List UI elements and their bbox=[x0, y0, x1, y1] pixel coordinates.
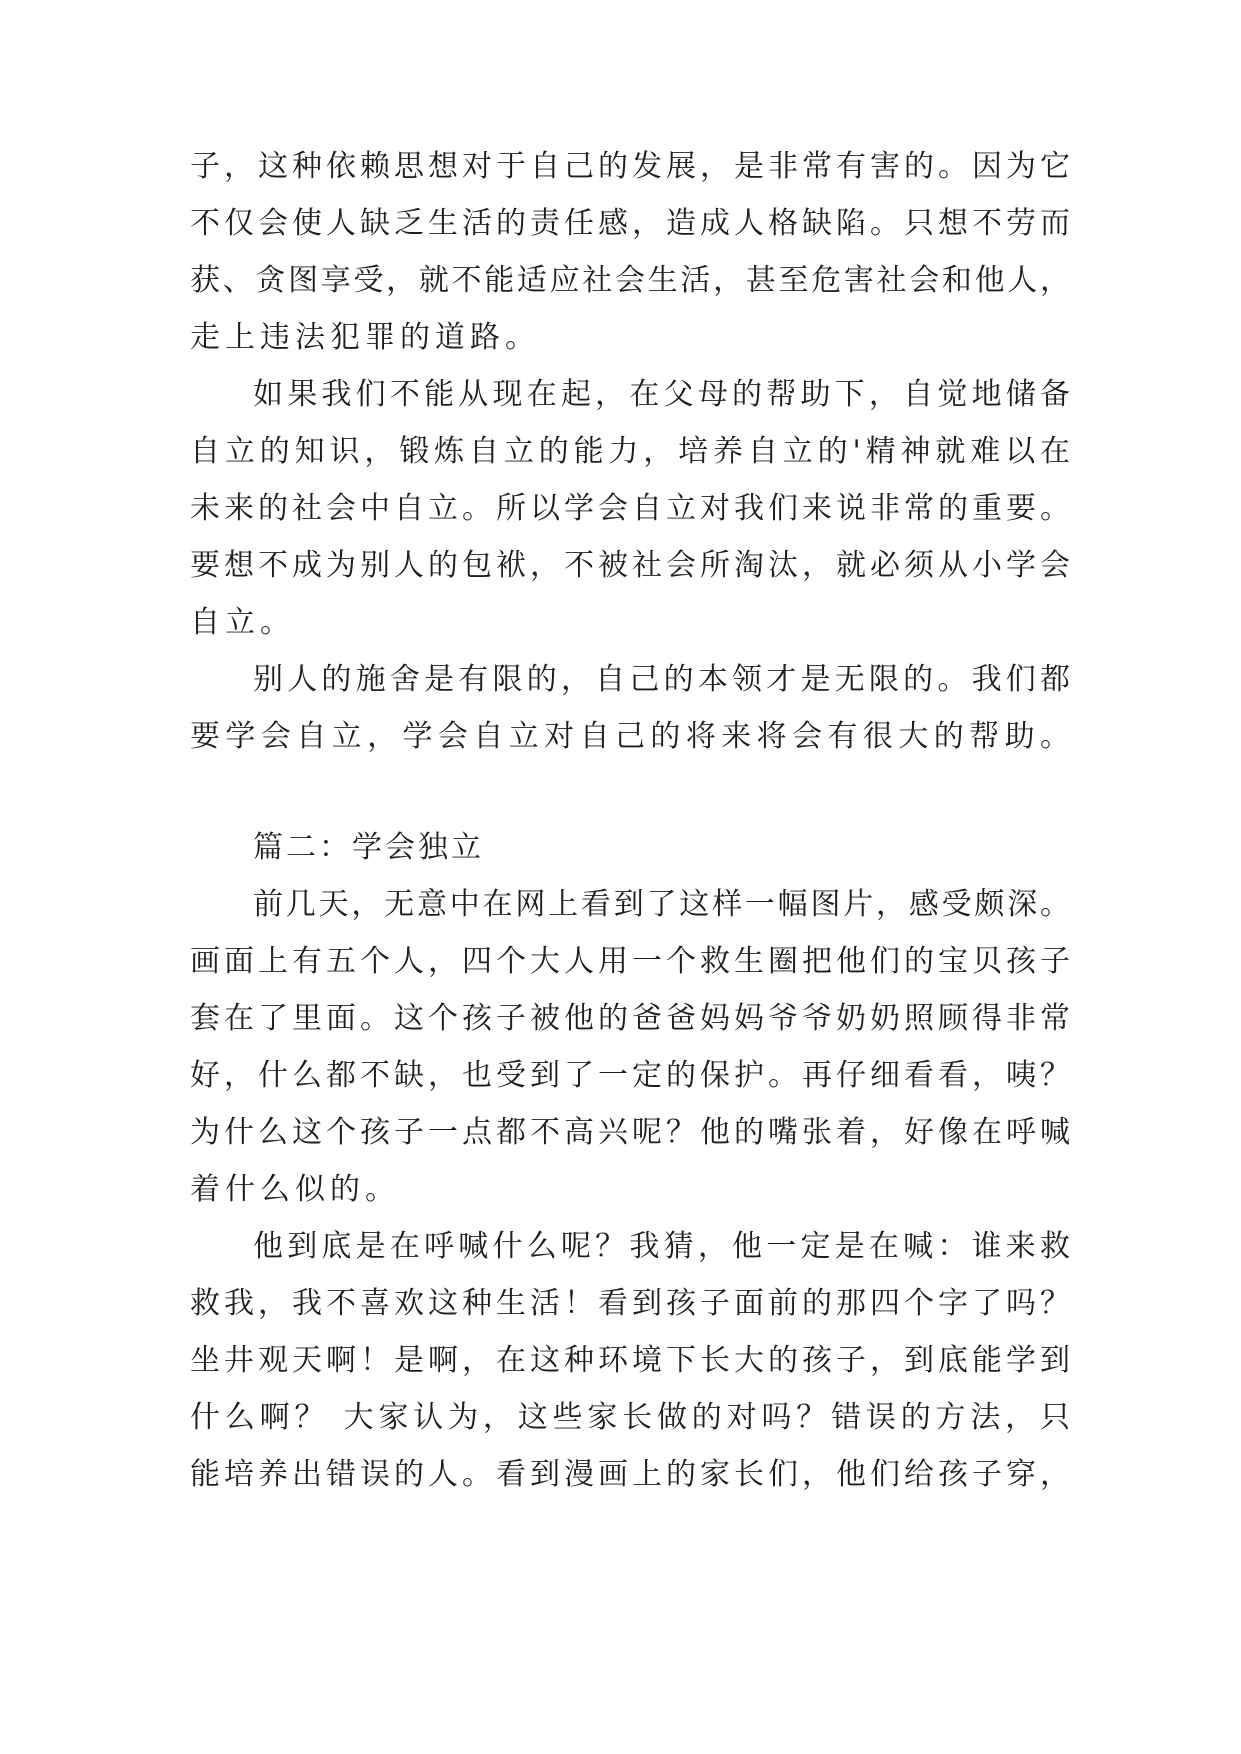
text-line: 什么啊？ 大家认为，这些家长做的对吗？错误的方法，只 bbox=[190, 1400, 1070, 1435]
text-line: 未来的社会中自立。所以学会自立对我们来说非常的重要。 bbox=[190, 491, 1070, 526]
text-line: 如果我们不能从现在起，在父母的帮助下，自觉地储备 bbox=[253, 377, 1070, 412]
text-line: 前几天，无意中在网上看到了这样一幅图片，感受颇深。 bbox=[253, 887, 1070, 922]
text-line: 好，什么都不缺，也受到了一定的保护。再仔细看看，咦？ bbox=[190, 1058, 1070, 1093]
text-line: 为什么这个孩子一点都不高兴呢？他的嘴张着，好像在呼喊 bbox=[190, 1115, 1070, 1150]
text-line: 套在了里面。这个孩子被他的爸爸妈妈爷爷奶奶照顾得非常 bbox=[190, 1001, 1070, 1036]
text-line: 要想不成为别人的包袱，不被社会所淘汰，就必须从小学会 bbox=[190, 548, 1070, 583]
text-line: 子，这种依赖思想对于自己的发展，是非常有害的。因为它 bbox=[190, 149, 1070, 184]
text-line: 自立。 bbox=[190, 605, 295, 640]
text-line: 自立的知识，锻炼自立的能力，培养自立的'精神就难以在 bbox=[190, 434, 1070, 469]
text-line: 他到底是在呼喊什么呢？我猜，他一定是在喊：谁来救 bbox=[253, 1229, 1070, 1264]
text-line: 坐井观天啊！是啊，在这种环境下长大的孩子，到底能学到 bbox=[190, 1343, 1070, 1378]
text-block-1 bbox=[190, 138, 1070, 765]
text-line: 救我，我不喜欢这种生活！看到孩子面前的那四个字了吗？ bbox=[190, 1286, 1070, 1321]
text-line: 着什么似的。 bbox=[190, 1172, 400, 1207]
text-line: 走上违法犯罪的道路。 bbox=[190, 320, 540, 355]
text-line: 画面上有五个人，四个大人用一个救生圈把他们的宝贝孩子 bbox=[190, 944, 1070, 979]
text-line: 能培养出错误的人。看到漫画上的家长们，他们给孩子穿， bbox=[190, 1457, 1070, 1492]
section-heading: 篇二：学会独立 bbox=[253, 830, 484, 865]
text-line: 不仅会使人缺乏生活的责任感，造成人格缺陷。只想不劳而 bbox=[190, 206, 1070, 241]
text-line: 要学会自立，学会自立对自己的将来将会有很大的帮助。 bbox=[190, 719, 1070, 754]
text-line: 别人的施舍是有限的，自己的本领才是无限的。我们都 bbox=[253, 662, 1070, 697]
text-line: 获、贪图享受，就不能适应社会生活，甚至危害社会和他人， bbox=[190, 263, 1070, 298]
text-block-2 bbox=[190, 876, 1070, 1503]
